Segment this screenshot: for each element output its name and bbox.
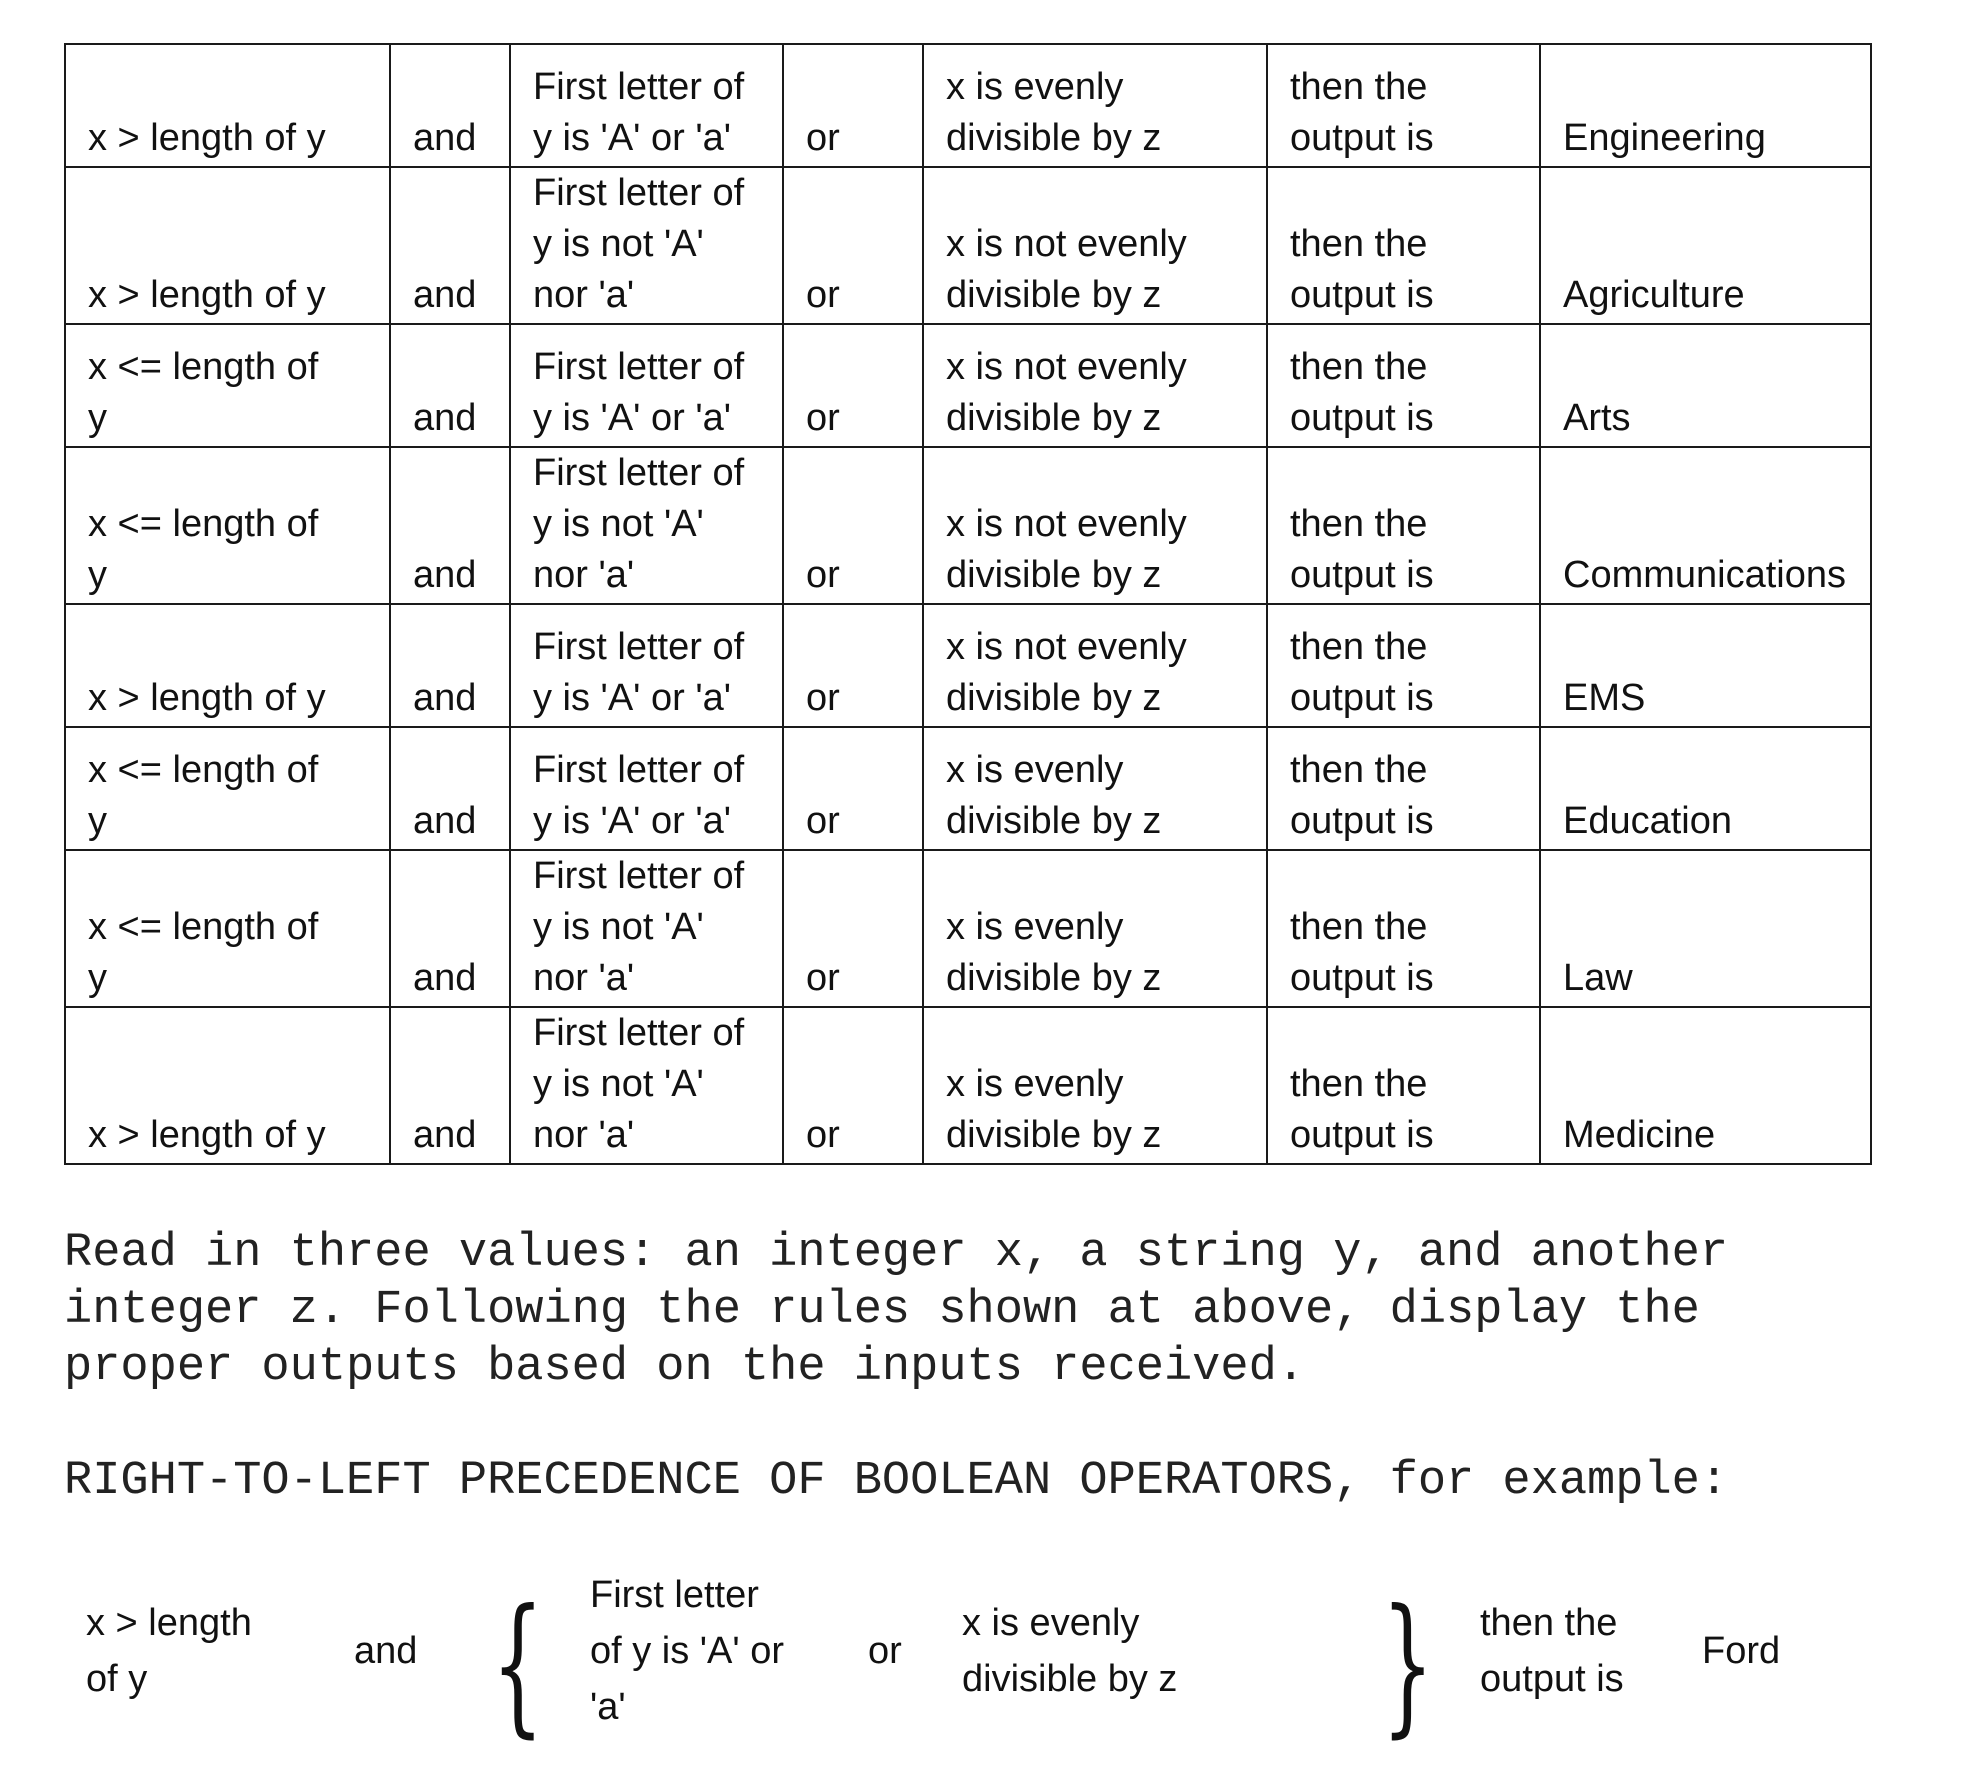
rule-cell-operator-or: or <box>783 1007 923 1164</box>
rule-cell-operator-or: or <box>783 324 923 447</box>
rule-cell-condition-first-letter: First letter of y is not 'A' nor 'a' <box>510 1007 783 1164</box>
rule-row <box>65 324 1871 447</box>
rule-cell-condition-divisible: x is not evenly divisible by z <box>923 447 1267 604</box>
rule-cell-condition-divisible: x is evenly divisible by z <box>923 1007 1267 1164</box>
rule-cell-condition-divisible: x is evenly divisible by z <box>923 44 1267 167</box>
rule-row <box>65 44 1871 167</box>
example-condition-length: x > length of y <box>86 1602 252 1700</box>
example-open-brace: { <box>491 1578 544 1752</box>
example-operator-or: or <box>868 1630 902 1672</box>
rule-cell-operator-and: and <box>390 604 510 727</box>
rule-cell-condition-divisible: x is not evenly divisible by z <box>923 604 1267 727</box>
rule-cell-then-output: then the output is <box>1267 1007 1540 1164</box>
rule-cell-condition-length: x <= length of y <box>65 727 390 850</box>
rule-row <box>65 1007 1871 1164</box>
rule-cell-operator-and: and <box>390 167 510 324</box>
rule-cell-condition-length: x > length of y <box>65 604 390 727</box>
rule-row <box>65 727 1871 850</box>
rule-cell-condition-divisible: x is evenly divisible by z <box>923 727 1267 850</box>
rule-cell-then-output: then the output is <box>1267 850 1540 1007</box>
rule-cell-then-output: then the output is <box>1267 44 1540 167</box>
rule-cell-output-value: EMS <box>1540 604 1871 727</box>
rule-cell-operator-or: or <box>783 44 923 167</box>
rule-cell-condition-first-letter: First letter of y is 'A' or 'a' <box>510 324 783 447</box>
rule-cell-output-value: Law <box>1540 850 1871 1007</box>
example-operator-and: and <box>354 1630 418 1672</box>
example-close-brace: } <box>1381 1578 1434 1752</box>
rule-cell-output-value: Agriculture <box>1540 167 1871 324</box>
rule-cell-condition-first-letter: First letter of y is 'A' or 'a' <box>510 727 783 850</box>
rule-cell-output-value: Engineering <box>1540 44 1871 167</box>
rule-cell-then-output: then the output is <box>1267 727 1540 850</box>
rule-cell-output-value: Communications <box>1540 447 1871 604</box>
example-then-output: then the output is <box>1480 1602 1624 1700</box>
rule-cell-condition-divisible: x is not evenly divisible by z <box>923 324 1267 447</box>
rule-cell-then-output: then the output is <box>1267 167 1540 324</box>
example-output-value: Ford <box>1702 1630 1781 1672</box>
rule-cell-output-value: Medicine <box>1540 1007 1871 1164</box>
rule-cell-condition-divisible: x is evenly divisible by z <box>923 850 1267 1007</box>
problem-description: Read in three values: an integer x, a string y, and another integer z. Following the rules shown at above, display the proper outputs based on the inputs received. <box>64 1227 1729 1394</box>
rule-cell-condition-length: x <= length of y <box>65 324 390 447</box>
rule-cell-condition-first-letter: First letter of y is not 'A' nor 'a' <box>510 447 783 604</box>
rule-row <box>65 850 1871 1007</box>
rule-row <box>65 167 1871 324</box>
rule-cell-operator-and: and <box>390 44 510 167</box>
rule-cell-condition-length: x <= length of y <box>65 850 390 1007</box>
precedence-example <box>0 1570 1966 1760</box>
example-condition-divisible: x is evenly divisible by z <box>962 1602 1178 1700</box>
rule-cell-output-value: Arts <box>1540 324 1871 447</box>
rule-row <box>65 604 1871 727</box>
rules-table-body <box>65 44 1871 1164</box>
rule-cell-operator-and: and <box>390 850 510 1007</box>
rule-cell-condition-first-letter: First letter of y is not 'A' nor 'a' <box>510 850 783 1007</box>
rule-cell-condition-length: x > length of y <box>65 1007 390 1164</box>
rule-cell-condition-divisible: x is not evenly divisible by z <box>923 167 1267 324</box>
rule-cell-then-output: then the output is <box>1267 447 1540 604</box>
rule-cell-operator-and: and <box>390 727 510 850</box>
rule-cell-operator-or: or <box>783 167 923 324</box>
rule-cell-operator-and: and <box>390 1007 510 1164</box>
rule-cell-condition-first-letter: First letter of y is 'A' or 'a' <box>510 44 783 167</box>
rule-cell-condition-length: x > length of y <box>65 44 390 167</box>
rule-cell-condition-length: x > length of y <box>65 167 390 324</box>
precedence-heading: RIGHT-TO-LEFT PRECEDENCE OF BOOLEAN OPERATORS, for example: <box>64 1455 1729 1508</box>
rule-cell-operator-or: or <box>783 727 923 850</box>
rule-cell-then-output: then the output is <box>1267 324 1540 447</box>
rule-row <box>65 447 1871 604</box>
rule-cell-condition-first-letter: First letter of y is not 'A' nor 'a' <box>510 167 783 324</box>
rule-cell-operator-or: or <box>783 604 923 727</box>
rule-cell-output-value: Education <box>1540 727 1871 850</box>
rule-cell-condition-first-letter: First letter of y is 'A' or 'a' <box>510 604 783 727</box>
rule-cell-operator-or: or <box>783 447 923 604</box>
rule-cell-condition-length: x <= length of y <box>65 447 390 604</box>
example-condition-first-letter: First letter of y is 'A' or 'a' <box>590 1574 785 1728</box>
rule-cell-operator-and: and <box>390 447 510 604</box>
rule-cell-then-output: then the output is <box>1267 604 1540 727</box>
rules-table <box>64 43 1872 1165</box>
rule-cell-operator-and: and <box>390 324 510 447</box>
rule-cell-operator-or: or <box>783 850 923 1007</box>
